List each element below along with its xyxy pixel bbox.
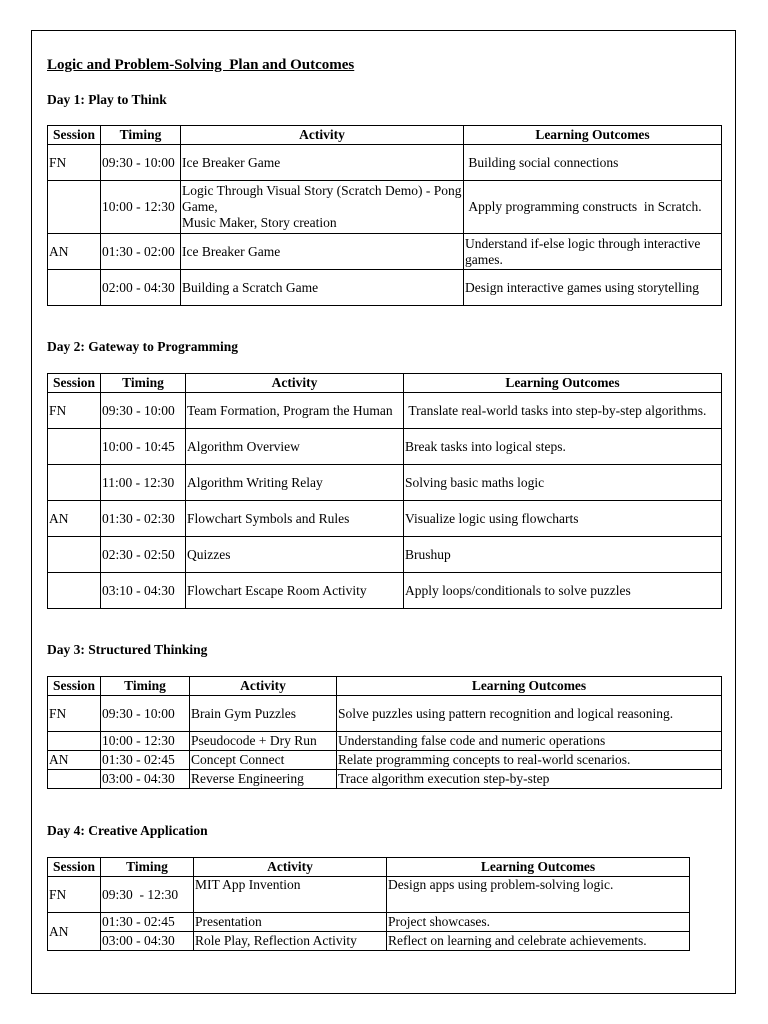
table-row xyxy=(48,145,722,181)
table-row xyxy=(48,429,722,465)
session-cell xyxy=(48,770,101,789)
session-cell: AN xyxy=(48,234,101,270)
day-3-heading: Day 3: Structured Thinking xyxy=(47,642,208,657)
table-row xyxy=(48,181,722,234)
header-activity: Activity xyxy=(186,374,404,393)
session-cell xyxy=(48,270,101,306)
activity-cell: Building a Scratch Game xyxy=(181,270,464,306)
header-timing: Timing xyxy=(101,126,181,145)
activity-cell: Concept Connect xyxy=(190,751,337,770)
session-cell: AN xyxy=(48,501,101,537)
table-row xyxy=(48,732,722,751)
timing-cell: 01:30 - 02:45 xyxy=(101,913,194,932)
header-learning-outcomes: Learning Outcomes xyxy=(387,858,690,877)
timing-cell: 02:30 - 02:50 xyxy=(101,537,186,573)
table-row xyxy=(48,877,690,913)
timing-cell: 11:00 - 12:30 xyxy=(101,465,186,501)
header-activity: Activity xyxy=(190,677,337,696)
day-2-heading: Day 2: Gateway to Programming xyxy=(47,339,238,354)
header-activity: Activity xyxy=(194,858,387,877)
outcome-cell: Design apps using problem-solving logic. xyxy=(387,877,690,913)
session-cell xyxy=(48,573,101,609)
session-cell: FN xyxy=(48,696,101,732)
header-learning-outcomes: Learning Outcomes xyxy=(464,126,722,145)
activity-cell: Algorithm Writing Relay xyxy=(186,465,404,501)
outcome-cell: Reflect on learning and celebrate achievements. xyxy=(387,932,690,951)
outcome-cell: Brushup xyxy=(404,537,722,573)
header-session: Session xyxy=(48,374,101,393)
table-row xyxy=(48,501,722,537)
activity-cell: Presentation xyxy=(194,913,387,932)
activity-cell: Pseudocode + Dry Run xyxy=(190,732,337,751)
outcome-cell: Apply programming constructs in Scratch. xyxy=(464,181,722,234)
timing-cell: 09:30 - 12:30 xyxy=(101,877,194,913)
header-session: Session xyxy=(48,858,101,877)
activity-cell: Flowchart Escape Room Activity xyxy=(186,573,404,609)
day-4-table xyxy=(47,857,690,951)
activity-cell: Flowchart Symbols and Rules xyxy=(186,501,404,537)
session-cell xyxy=(48,732,101,751)
day-1-heading: Day 1: Play to Think xyxy=(47,92,167,107)
day-3-table xyxy=(47,676,722,789)
activity-cell: MIT App Invention xyxy=(194,877,387,913)
table-row xyxy=(48,573,722,609)
header-timing: Timing xyxy=(101,677,190,696)
table-row xyxy=(48,696,722,732)
activity-cell: Role Play, Reflection Activity xyxy=(194,932,387,951)
activity-cell: Algorithm Overview xyxy=(186,429,404,465)
table-row xyxy=(48,234,722,270)
table-row xyxy=(48,913,690,932)
table-row xyxy=(48,751,722,770)
table-row xyxy=(48,932,690,951)
session-cell xyxy=(48,429,101,465)
activity-cell: Quizzes xyxy=(186,537,404,573)
timing-cell: 09:30 - 10:00 xyxy=(101,145,181,181)
outcome-cell: Solving basic maths logic xyxy=(404,465,722,501)
header-timing: Timing xyxy=(101,858,194,877)
activity-cell: Ice Breaker Game xyxy=(181,145,464,181)
outcome-cell: Solve puzzles using pattern recognition and logical reasoning. xyxy=(337,696,722,732)
outcome-cell: Project showcases. xyxy=(387,913,690,932)
timing-cell: 09:30 - 10:00 xyxy=(101,393,186,429)
activity-cell: Team Formation, Program the Human xyxy=(186,393,404,429)
day-2-table xyxy=(47,373,722,609)
timing-cell: 09:30 - 10:00 xyxy=(101,696,190,732)
table-row xyxy=(48,770,722,789)
outcome-cell: Relate programming concepts to real-world scenarios. xyxy=(337,751,722,770)
outcome-cell: Visualize logic using flowcharts xyxy=(404,501,722,537)
session-cell: FN xyxy=(48,393,101,429)
header-timing: Timing xyxy=(101,374,186,393)
timing-cell: 01:30 - 02:45 xyxy=(101,751,190,770)
outcome-cell: Translate real-world tasks into step-by-step algorithms. xyxy=(404,393,722,429)
table-row xyxy=(48,393,722,429)
timing-cell: 01:30 - 02:30 xyxy=(101,501,186,537)
activity-cell: Logic Through Visual Story (Scratch Demo) - Pong Game, Music Maker, Story creation xyxy=(181,181,464,234)
session-cell: FN xyxy=(48,145,101,181)
activity-cell: Brain Gym Puzzles xyxy=(190,696,337,732)
day-4-heading: Day 4: Creative Application xyxy=(47,823,208,838)
outcome-cell: Understanding false code and numeric operations xyxy=(337,732,722,751)
outcome-cell: Building social connections xyxy=(464,145,722,181)
timing-cell: 10:00 - 12:30 xyxy=(101,181,181,234)
session-cell: FN xyxy=(48,877,101,913)
session-cell: AN xyxy=(48,751,101,770)
table-row xyxy=(48,537,722,573)
header-session: Session xyxy=(48,677,101,696)
timing-cell: 03:10 - 04:30 xyxy=(101,573,186,609)
table-row xyxy=(48,270,722,306)
outcome-cell: Design interactive games using storytelling xyxy=(464,270,722,306)
header-learning-outcomes: Learning Outcomes xyxy=(337,677,722,696)
timing-cell: 03:00 - 04:30 xyxy=(101,770,190,789)
outcome-cell: Apply loops/conditionals to solve puzzles xyxy=(404,573,722,609)
table-row xyxy=(48,465,722,501)
session-cell xyxy=(48,181,101,234)
session-cell xyxy=(48,465,101,501)
session-cell: AN xyxy=(48,913,101,951)
timing-cell: 01:30 - 02:00 xyxy=(101,234,181,270)
header-activity: Activity xyxy=(181,126,464,145)
outcome-cell: Break tasks into logical steps. xyxy=(404,429,722,465)
activity-cell: Ice Breaker Game xyxy=(181,234,464,270)
timing-cell: 03:00 - 04:30 xyxy=(101,932,194,951)
outcome-cell: Understand if-else logic through interactive games. xyxy=(464,234,722,270)
header-learning-outcomes: Learning Outcomes xyxy=(404,374,722,393)
timing-cell: 10:00 - 12:30 xyxy=(101,732,190,751)
activity-cell: Reverse Engineering xyxy=(190,770,337,789)
document-title: Logic and Problem-Solving Plan and Outcomes xyxy=(47,57,355,73)
header-session: Session xyxy=(48,126,101,145)
outcome-cell: Trace algorithm execution step-by-step xyxy=(337,770,722,789)
day-1-table xyxy=(47,125,722,306)
timing-cell: 10:00 - 10:45 xyxy=(101,429,186,465)
timing-cell: 02:00 - 04:30 xyxy=(101,270,181,306)
session-cell xyxy=(48,537,101,573)
